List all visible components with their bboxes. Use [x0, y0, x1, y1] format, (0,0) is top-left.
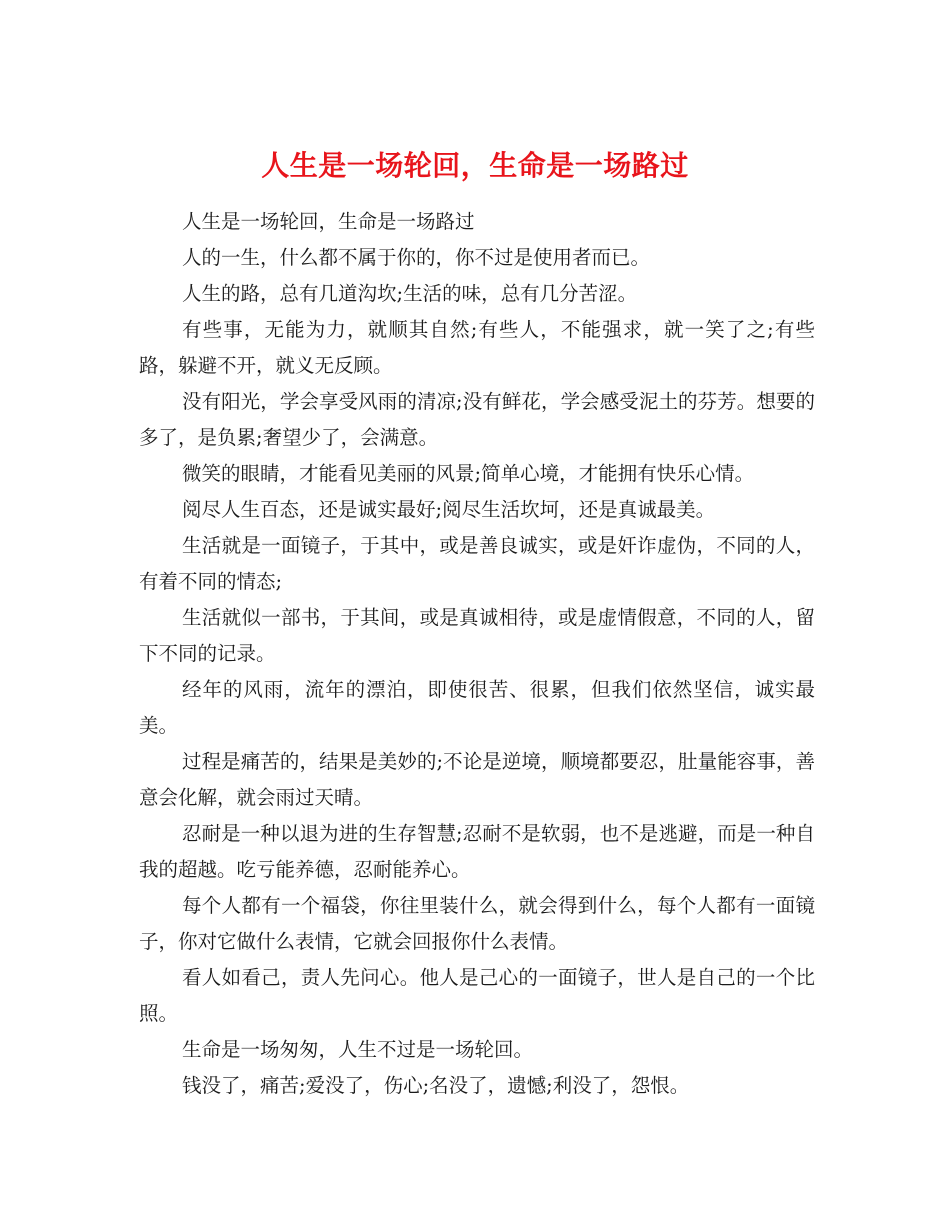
paragraph: 经年的风雨，流年的漂泊，即使很苦、很累，但我们依然坚信，诚实最美。	[139, 678, 815, 737]
paragraph: 生活就是一面镜子，于其中，或是善良诚实，或是奸诈虚伪，不同的人，有着不同的情态;	[139, 534, 815, 593]
paragraph: 人生的路，总有几道沟坎;生活的味，总有几分苦涩。	[182, 282, 638, 305]
paragraph: 每个人都有一个福袋，你往里装什么，就会得到什么，每个人都有一面镜子，你对它做什么表情，它就会回报你什么表情。	[139, 894, 815, 953]
paragraph: 过程是痛苦的，结果是美妙的;不论是逆境，顺境都要忍，肚量能容事，善意会化解，就会雨过天晴。	[139, 750, 815, 809]
document-title: 人生是一场轮回，生命是一场路过	[261, 148, 689, 182]
paragraph: 生活就似一部书，于其间，或是真诚相待，或是虚情假意，不同的人，留下不同的记录。	[139, 606, 815, 665]
paragraph: 有些事，无能为力，就顺其自然;有些人，不能强求，就一笑了之;有些路，躲避不开，就义无反顾。	[139, 318, 815, 377]
paragraph: 没有阳光，学会享受风雨的清凉;没有鲜花，学会感受泥土的芬芳。想要的多了，是负累;奢望少了，会满意。	[139, 390, 815, 449]
paragraph: 生命是一场匆匆，人生不过是一场轮回。	[182, 1038, 534, 1061]
paragraph: 微笑的眼睛，才能看见美丽的风景;简单心境，才能拥有快乐心情。	[182, 462, 755, 485]
paragraph: 人的一生，什么都不属于你的，你不过是使用者而已。	[182, 246, 651, 269]
paragraph: 人生是一场轮回，生命是一场路过	[182, 210, 475, 233]
paragraph: 看人如看己，责人先问心。他人是己心的一面镜子，世人是自己的一个比照。	[139, 966, 815, 1025]
paragraph: 忍耐是一种以退为进的生存智慧;忍耐不是软弱，也不是逃避，而是一种自我的超越。吃亏能养德，忍耐能养心。	[139, 822, 815, 881]
paragraph: 钱没了，痛苦;爱没了，伤心;名没了，遗憾;利没了，怨恨。	[182, 1074, 690, 1097]
paragraph: 阅尽人生百态，还是诚实最好;阅尽生活坎坷，还是真诚最美。	[182, 498, 716, 521]
document-body	[139, 204, 815, 1104]
